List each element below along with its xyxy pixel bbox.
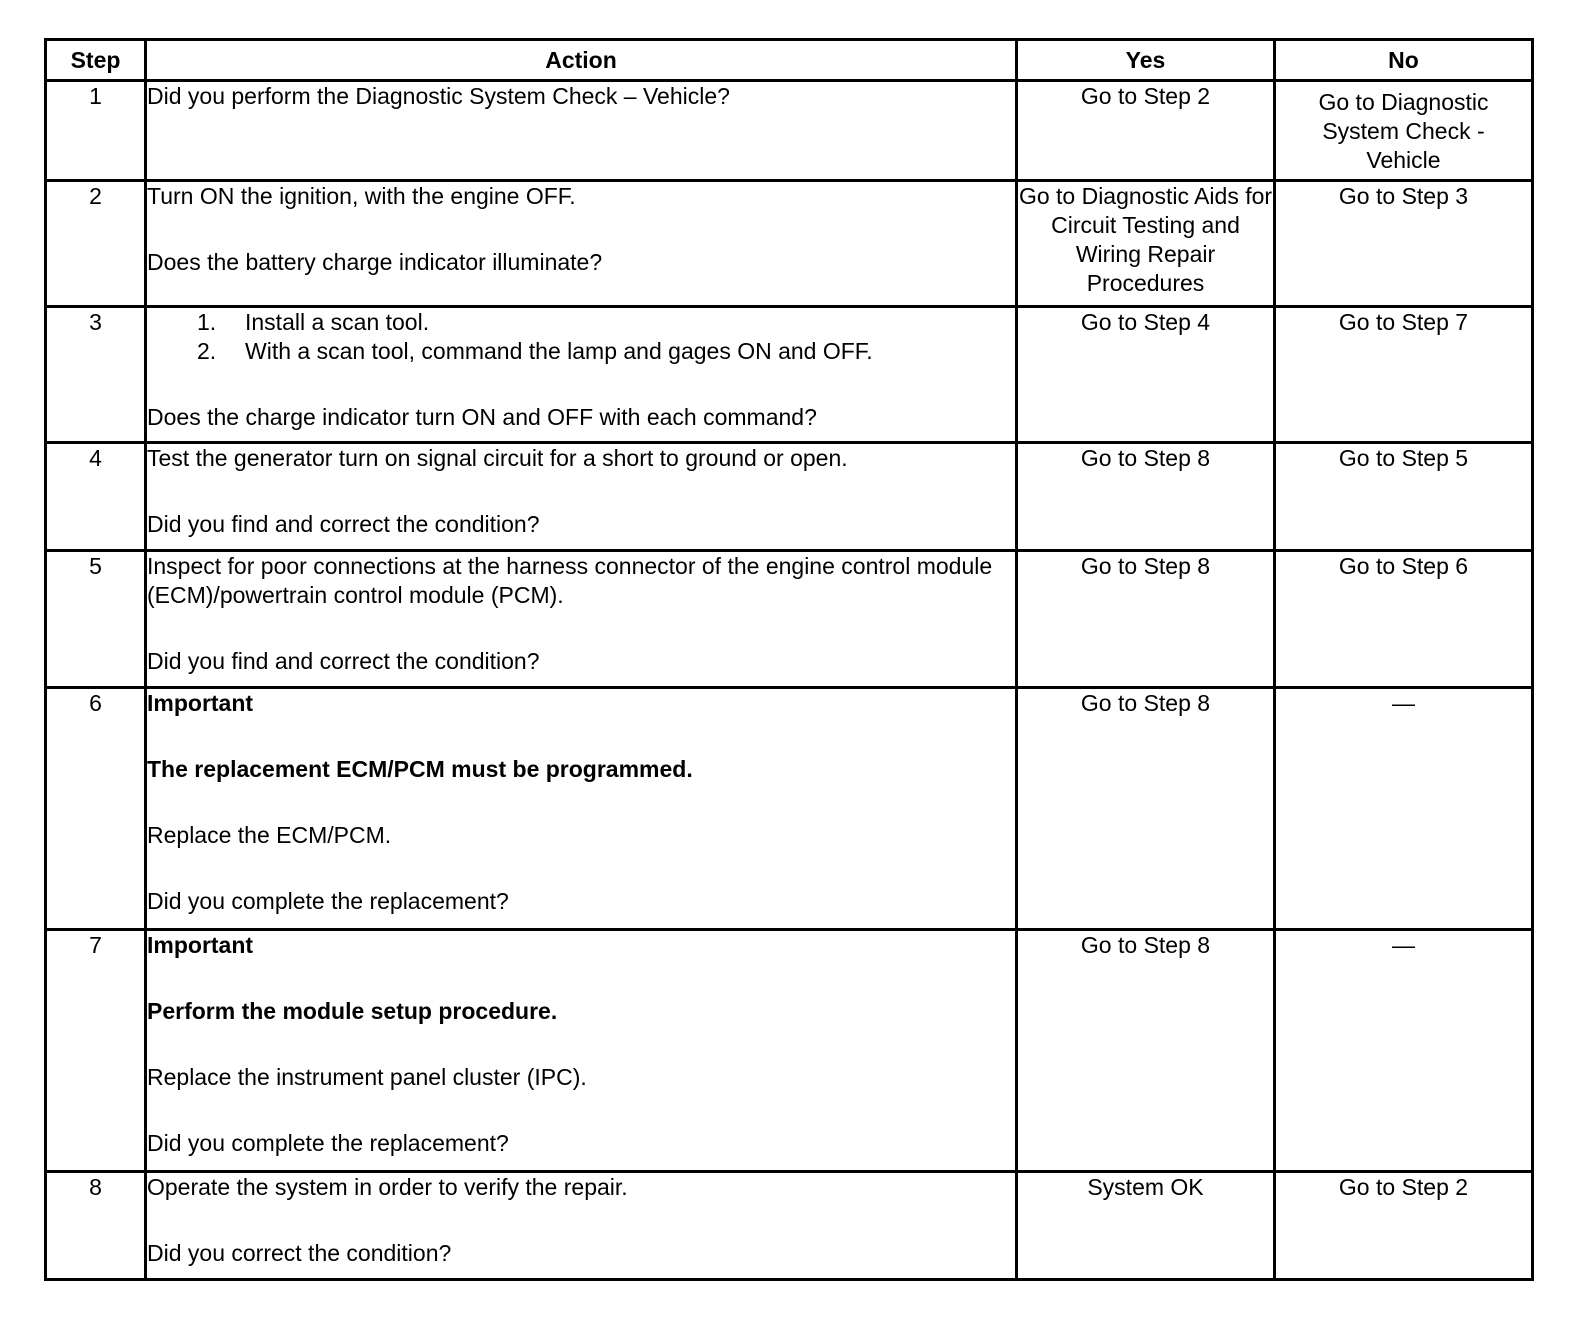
table-row — [46, 930, 1533, 1172]
no-cell: — — [1275, 930, 1533, 1172]
step-number: 8 — [46, 1172, 146, 1280]
action-cell — [146, 443, 1017, 551]
table-row — [46, 688, 1533, 930]
list-text: With a scan tool, command the lamp and gages ON and OFF. — [245, 338, 873, 364]
important-label: Important — [147, 932, 254, 958]
yes-cell: Go to Step 8 — [1017, 551, 1275, 688]
no-cell: Go to Step 6 — [1275, 551, 1533, 688]
diagnostic-table — [44, 38, 1534, 1281]
table-row — [46, 551, 1533, 688]
list-text: Install a scan tool. — [245, 309, 430, 335]
table-row — [46, 81, 1533, 181]
important-label: Important — [147, 690, 254, 716]
step-number: 1 — [46, 81, 146, 181]
no-cell: — — [1275, 688, 1533, 930]
action-text: Replace the instrument panel cluster (IPC). — [147, 1064, 587, 1090]
action-text: Test the generator turn on signal circuit for a short to ground or open. — [147, 445, 848, 471]
table-row — [46, 1172, 1533, 1280]
action-cell — [146, 181, 1017, 307]
action-text: Did you perform the Diagnostic System Check – Vehicle? — [147, 83, 730, 109]
action-text: Replace the ECM/PCM. — [147, 822, 392, 848]
table-row — [46, 307, 1533, 443]
action-cell — [146, 1172, 1017, 1280]
action-question: Does the charge indicator turn ON and OFF with each command? — [147, 404, 817, 430]
yes-cell: Go to Step 4 — [1017, 307, 1275, 443]
yes-cell: System OK — [1017, 1172, 1275, 1280]
action-text: Inspect for poor connections at the harness connector of the engine control module (ECM)/powertrain control module (PCM). — [147, 553, 993, 608]
header-action: Action — [146, 40, 1017, 81]
step-number: 2 — [46, 181, 146, 307]
yes-cell: Go to Step 8 — [1017, 930, 1275, 1172]
no-cell: Go to Step 7 — [1275, 307, 1533, 443]
action-question: Does the battery charge indicator illuminate? — [147, 249, 603, 275]
action-cell — [146, 307, 1017, 443]
step-number: 6 — [46, 688, 146, 930]
table-row — [46, 443, 1533, 551]
header-row — [46, 40, 1533, 81]
list-item — [197, 308, 1015, 337]
yes-cell: Go to Diagnostic Aids for Circuit Testing and Wiring Repair Procedures — [1017, 181, 1275, 307]
action-question: Did you complete the replacement? — [147, 888, 509, 914]
header-yes: Yes — [1017, 40, 1275, 81]
header-no: No — [1275, 40, 1533, 81]
action-question: Did you find and correct the condition? — [147, 648, 540, 674]
action-text: Turn ON the ignition, with the engine OFF. — [147, 183, 576, 209]
yes-cell: Go to Step 8 — [1017, 688, 1275, 930]
list-number: 2. — [197, 338, 217, 364]
yes-cell: Go to Step 8 — [1017, 443, 1275, 551]
no-cell: Go to Step 2 — [1275, 1172, 1533, 1280]
yes-cell: Go to Step 2 — [1017, 81, 1275, 181]
action-question: Did you find and correct the condition? — [147, 511, 540, 537]
table-row — [46, 181, 1533, 307]
action-cell — [146, 81, 1017, 181]
action-question: Did you complete the replacement? — [147, 1130, 509, 1156]
no-cell: Go to Step 3 — [1275, 181, 1533, 307]
action-text: Operate the system in order to verify the repair. — [147, 1174, 628, 1200]
step-number: 3 — [46, 307, 146, 443]
step-number: 4 — [46, 443, 146, 551]
step-number: 7 — [46, 930, 146, 1172]
important-note: Perform the module setup procedure. — [147, 998, 558, 1024]
list-number: 1. — [197, 309, 217, 335]
step-number: 5 — [46, 551, 146, 688]
action-cell — [146, 688, 1017, 930]
action-cell — [146, 930, 1017, 1172]
action-question: Did you correct the condition? — [147, 1240, 452, 1266]
no-cell: Go to Diagnostic System Check - Vehicle — [1275, 81, 1533, 181]
no-cell: Go to Step 5 — [1275, 443, 1533, 551]
important-note: The replacement ECM/PCM must be programmed. — [147, 756, 693, 782]
action-cell — [146, 551, 1017, 688]
action-list — [147, 308, 1015, 366]
header-step: Step — [46, 40, 146, 81]
list-item — [197, 337, 1015, 366]
